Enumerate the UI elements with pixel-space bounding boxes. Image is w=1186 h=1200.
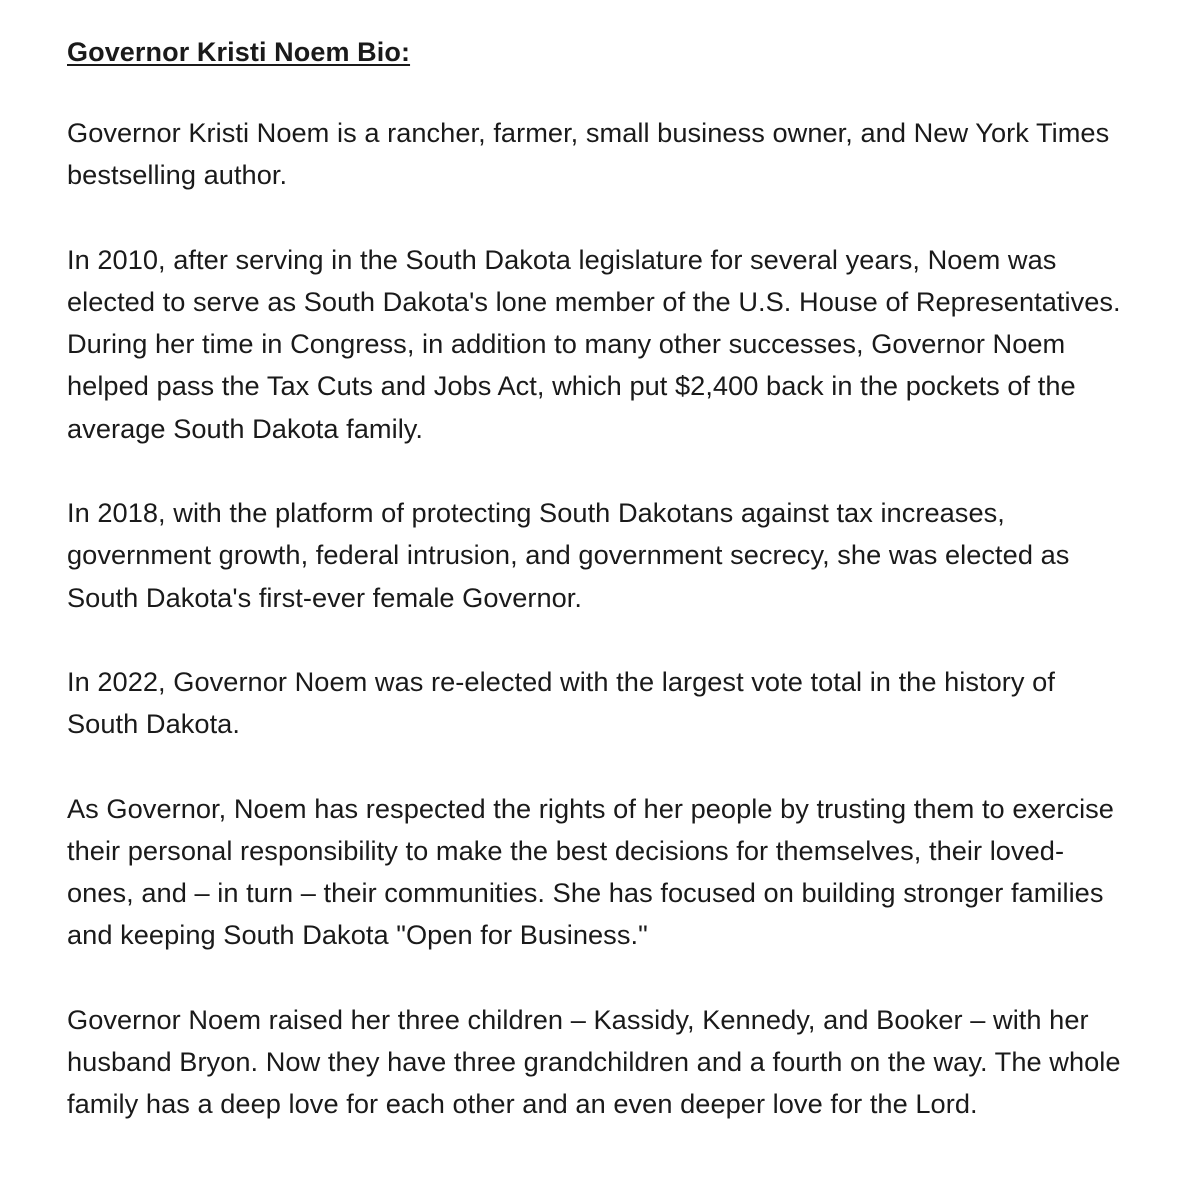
paragraph-family: Governor Noem raised her three children – Kassidy, Kennedy, and Booker – with her husband Bryon. Now they have three grandchildren and a fourth on the way. The whole family has a deep love for each other and an even deeper love for the Lord.	[67, 1003, 1121, 1120]
paragraph-2018: In 2018, with the platform of protecting South Dakotans against tax increases, government growth, federal intrusion, and government secrecy, she was elected as South Dakota's first-ever female Governor.	[67, 497, 1070, 613]
document-title: Governor Kristi Noem Bio:	[67, 37, 411, 67]
paragraph-as-governor: As Governor, Noem has respected the rights of her people by trusting them to exercise their personal responsibility to make the best decisions for themselves, their loved-ones, and – in turn – their communities. She has focused on building stronger families and keeping South Dakota "Open for Business."	[67, 792, 1114, 951]
paragraph-intro: Governor Kristi Noem is a rancher, farmer, small business owner, and New York Times bestselling author.	[67, 117, 1110, 191]
document-body	[67, 32, 1127, 1126]
paragraph-2022: In 2022, Governor Noem was re-elected with the largest vote total in the history of South Dakota.	[67, 665, 1055, 740]
paragraph-2010: In 2010, after serving in the South Dakota legislature for several years, Noem was elected to serve as South Dakota's lone member of the U.S. House of Representatives. During her time in Congress, in addition to many other successes, Governor Noem helped pass the Tax Cuts and Jobs Act, which put $2,400 back in the pockets of the average South Dakota family.	[67, 243, 1121, 444]
